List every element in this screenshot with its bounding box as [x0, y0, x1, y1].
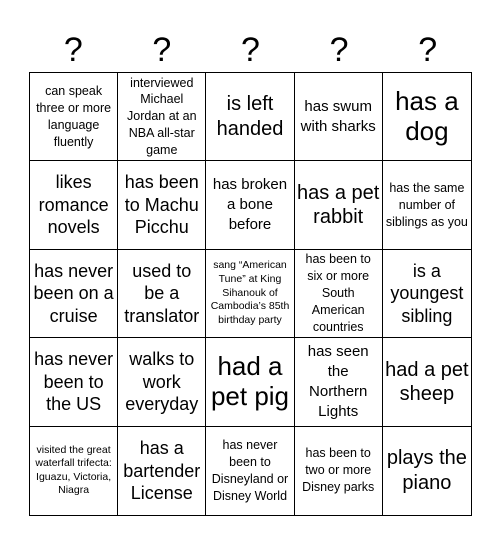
bingo-cell-r4c1[interactable]	[30, 338, 118, 426]
cell-text: can speak three or more language fluently	[36, 83, 112, 149]
header-question-mark-4: ?	[329, 31, 349, 69]
bingo-cell-r4c2[interactable]	[118, 338, 206, 426]
bingo-cell-r2c4[interactable]	[295, 161, 383, 249]
bingo-cell-r5c5[interactable]	[383, 427, 471, 515]
cell-text: has never been on a cruise	[33, 260, 114, 326]
cell-text: has a dog	[395, 85, 459, 146]
header-question-mark-5: ?	[418, 31, 438, 69]
bingo-cell-r1c5[interactable]	[383, 73, 471, 161]
cell-text: has been to six or more South American countries	[305, 252, 371, 334]
bingo-board	[29, 72, 472, 516]
bingo-cell-r1c1[interactable]	[30, 73, 118, 161]
bingo-cell-r3c4[interactable]	[295, 250, 383, 338]
cell-text: plays the piano	[386, 447, 467, 494]
bingo-cell-r2c5[interactable]	[383, 161, 471, 249]
bingo-cell-r2c2[interactable]	[118, 161, 206, 249]
cell-text: had a pet sheep	[385, 358, 469, 405]
header-question-mark-1: ?	[63, 31, 83, 69]
cell-text: walks to work everyday	[125, 349, 199, 415]
header-question-mark-2: ?	[152, 31, 172, 69]
cell-text: used to be a translator	[124, 260, 200, 326]
cell-text: has never been to the US	[34, 349, 114, 415]
bingo-header	[29, 28, 472, 72]
cell-text: has been to Machu Picchu	[124, 172, 199, 238]
cell-text: likes romance novels	[38, 172, 109, 238]
bingo-cell-r3c2[interactable]	[118, 250, 206, 338]
cell-text: has never been to Disneyland or Disney World	[211, 438, 289, 503]
bingo-cell-r4c3[interactable]	[206, 338, 294, 426]
bingo-cell-r4c5[interactable]	[383, 338, 471, 426]
bingo-cell-r3c3[interactable]	[206, 250, 294, 338]
header-question-mark-3: ?	[241, 31, 260, 69]
bingo-cell-r1c4[interactable]	[295, 73, 383, 161]
cell-text: has seen the Northern Lights	[307, 343, 369, 420]
bingo-cell-r1c2[interactable]	[118, 73, 206, 161]
cell-text: is left handed	[216, 93, 284, 140]
cell-text: visited the great waterfall trifecta: Iguazu, Victoria, Niagra	[35, 443, 112, 497]
cell-text: had a pet pig	[210, 351, 290, 411]
bingo-cell-r2c1[interactable]	[30, 161, 118, 249]
cell-text: has swum with sharks	[300, 97, 376, 135]
cell-text: has the same number of siblings as you	[385, 180, 468, 229]
bingo-cell-r5c4[interactable]	[295, 427, 383, 515]
bingo-cell-r1c3[interactable]	[206, 73, 294, 161]
cell-text: has been to two or more Disney parks	[302, 446, 375, 495]
bingo-cell-r3c1[interactable]	[30, 250, 118, 338]
bingo-cell-r5c1[interactable]	[30, 427, 118, 515]
cell-text: has broken a bone before	[212, 176, 288, 233]
bingo-cell-r3c5[interactable]	[383, 250, 471, 338]
bingo-cell-r5c3[interactable]	[206, 427, 294, 515]
cell-text: sang “American Tune” at King Sihanouk of Cambodia’s 85th birthday party	[210, 259, 290, 326]
bingo-cell-r4c4[interactable]	[295, 338, 383, 426]
cell-text: has a bartender License	[123, 438, 201, 504]
bingo-cell-r5c2[interactable]	[118, 427, 206, 515]
cell-text: has a pet rabbit	[297, 181, 380, 229]
cell-text: is a youngest sibling	[390, 260, 464, 326]
cell-text: interviewed Michael Jordan at an NBA all-star game	[127, 75, 197, 157]
bingo-cell-r2c3[interactable]	[206, 161, 294, 249]
